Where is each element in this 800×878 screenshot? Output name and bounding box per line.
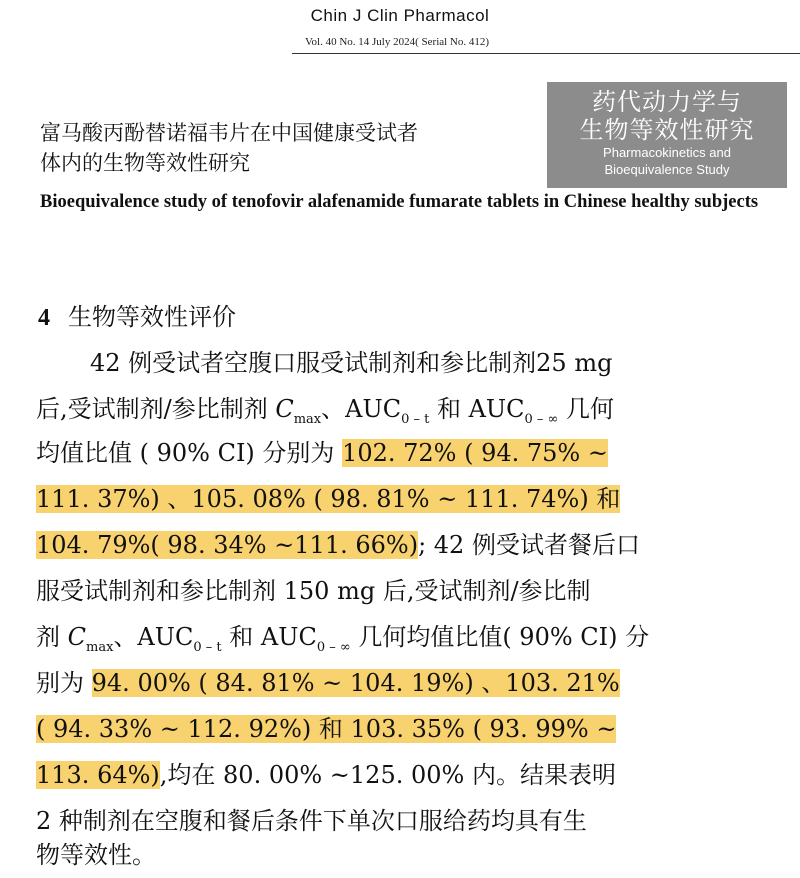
text-run: ,均在 80. 00% ~125. 00% 内。结果表明	[159, 761, 616, 789]
para-line-6: 服受试制剂和参比制剂 150 mg 后,受试制剂/参比制	[36, 577, 591, 605]
text-run: 剂	[36, 623, 68, 651]
text-run: 后,受试制剂/参比制剂	[36, 395, 276, 423]
cmax-subscript: max	[293, 412, 322, 427]
para-line-5	[36, 522, 762, 568]
text-run: 别为	[36, 669, 92, 697]
header-rule	[292, 53, 800, 54]
para-line-9	[36, 706, 762, 752]
auc-inf-subscript: 0 – ∞	[316, 640, 351, 655]
highlight-fasting-ci-3: 104. 79%( 98. 34% ~111. 66%)	[36, 531, 419, 559]
para-line-11: 2 种制剂在空腹和餐后条件下单次口服给药均具有生	[36, 807, 587, 835]
title-cn-line1: 富马酸丙酚替诺福韦片在中国健康受试者	[40, 121, 418, 145]
text-run: 、AUC	[113, 623, 194, 651]
text-run: 均值比值 ( 90% CI) 分别为	[36, 439, 343, 467]
text-run: 、AUC	[321, 395, 402, 423]
para-line-3	[36, 430, 762, 476]
para-line-10	[36, 752, 762, 798]
auc-t-subscript: 0 – t	[401, 412, 430, 427]
text-run: 和 AUC	[221, 623, 317, 651]
highlight-fed-ci-3: 113. 64%)	[36, 761, 160, 789]
para-line-8	[36, 660, 762, 706]
cmax-symbol: C	[275, 395, 294, 423]
section-heading	[38, 300, 236, 335]
para-line-7	[36, 614, 762, 660]
highlight-fed-ci-1: 94. 00% ( 84. 81% ~ 104. 19%) 、103. 21%	[91, 669, 620, 697]
badge-cn-line1: 药代动力学与	[592, 88, 742, 116]
section-number: 4	[38, 305, 50, 331]
text-run: 几何	[558, 395, 615, 423]
title-cn-line2: 体内的生物等效性研究	[40, 151, 250, 175]
title-english: Bioequivalence study of tenofovir alafenamide fumarate tablets in Chinese healthy subjects	[40, 192, 759, 212]
para-line-12: 物等效性。	[36, 841, 156, 869]
para-line-2	[36, 386, 762, 432]
auc-inf-subscript: 0 – ∞	[524, 412, 559, 427]
para-line-4	[36, 476, 762, 522]
text-run: 几何均值比值( 90% CI) 分	[350, 623, 650, 651]
cmax-subscript: max	[86, 640, 114, 655]
highlight-fasting-ci-1: 102. 72% ( 94. 75% ~	[342, 439, 608, 467]
badge-cn-line2: 生物等效性研究	[579, 116, 755, 144]
badge-en-line2: Bioequivalence Study	[604, 162, 730, 177]
badge-en-line1: Pharmacokinetics and	[603, 145, 731, 160]
text-run: 和 AUC	[429, 395, 525, 423]
section-badge	[547, 82, 787, 188]
para-line-1: 42 例受试者空腹口服受试制剂和参比制剂25 mg	[90, 349, 613, 377]
highlight-fed-ci-2: ( 94. 33% ~ 112. 92%) 和 103. 35% ( 93. 99% ~	[36, 715, 617, 743]
cmax-symbol: C	[67, 623, 87, 651]
section-title: 生物等效性评价	[68, 303, 236, 331]
title-chinese	[40, 118, 540, 178]
journal-name: Chin J Clin Pharmacol	[310, 6, 490, 25]
highlight-fasting-ci-2: 111. 37%) 、105. 08% ( 98. 81% ~ 111. 74%) 和	[36, 485, 621, 513]
auc-t-subscript: 0 – t	[193, 640, 222, 655]
volume-line: Vol. 40 No. 14 July 2024( Serial No. 412)	[305, 36, 490, 48]
text-run: ; 42 例受试者餐后口	[418, 531, 640, 559]
